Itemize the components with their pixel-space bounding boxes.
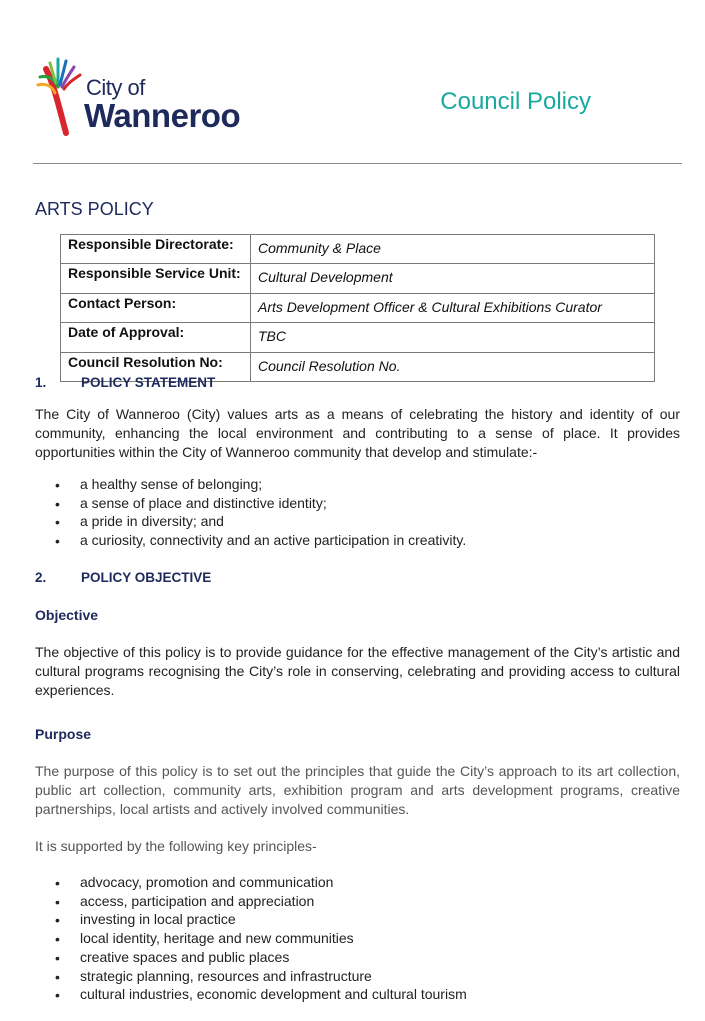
table-row	[61, 235, 655, 264]
supported-by-text: It is supported by the following key principles-	[35, 838, 317, 854]
objective-paragraph: The objective of this policy is to provide guidance for the effective management of the City’s artistic and cultural programs recognising the City’s role in conserving, celebrating and providing access to cultural experiences.	[35, 644, 680, 698]
row-value: Arts Development Officer & Cultural Exhibitions Curator	[251, 293, 655, 322]
list-item: • a curiosity, connectivity and an active participation in creativity.	[55, 531, 466, 550]
list-item: • a pride in diversity; and	[55, 512, 466, 531]
row-label: Date of Approval:	[61, 323, 251, 352]
purpose-paragraph: The purpose of this policy is to set out the principles that guide the City’s approach to its art collection, public art collection, community arts, exhibition program and arts development programs, creative partnerships, local artists and actively involved communities.	[35, 763, 680, 817]
header-divider	[33, 163, 682, 164]
section-number: 2.	[35, 570, 47, 585]
list-item: • creative spaces and public places	[55, 948, 467, 967]
statement-bullet-list	[55, 475, 466, 550]
objective-heading: Objective	[35, 607, 99, 623]
list-item: • a healthy sense of belonging;	[55, 475, 466, 494]
row-value: Council Resolution No.	[251, 352, 655, 381]
row-value: Cultural Development	[251, 264, 655, 293]
section-2-heading	[35, 570, 211, 585]
policy-title: ARTS POLICY	[35, 199, 154, 219]
list-item: • a sense of place and distinctive identity;	[55, 494, 466, 513]
purpose-heading: Purpose	[35, 726, 92, 742]
logo-emblem-icon	[36, 55, 86, 137]
list-item: • strategic planning, resources and infrastructure	[55, 967, 467, 986]
row-value: Community & Place	[251, 235, 655, 264]
list-item: • advocacy, promotion and communication	[55, 873, 467, 892]
table-row	[61, 264, 655, 293]
list-item: • local identity, heritage and new communities	[55, 929, 467, 948]
table-row	[61, 323, 655, 352]
list-item: • cultural industries, economic development and cultural tourism	[55, 985, 467, 1004]
section-1-heading	[35, 375, 215, 390]
list-item: • access, participation and appreciation	[55, 892, 467, 911]
city-of-wanneroo-logo	[36, 55, 266, 137]
document-type-label: Council Policy	[440, 88, 591, 115]
section-number: 1.	[35, 375, 47, 390]
row-label: Responsible Directorate:	[61, 235, 251, 264]
row-label: Council Resolution No:	[61, 352, 251, 381]
section-title: POLICY OBJECTIVE	[81, 570, 212, 585]
policy-statement-paragraph: The City of Wanneroo (City) values arts as a means of celebrating the history and identity of our community, enhancing the local environment and contributing to a sense of place. It provides opportunities within the City of Wanneroo community that develop and stimulate:-	[35, 406, 680, 460]
row-value: TBC	[251, 323, 655, 352]
principles-bullet-list	[55, 873, 467, 1004]
policy-details-table	[60, 234, 655, 382]
table-row	[61, 293, 655, 322]
row-label: Contact Person:	[61, 293, 251, 322]
logo-wanneroo-text: Wanneroo	[84, 97, 241, 134]
row-label: Responsible Service Unit:	[61, 264, 251, 293]
section-title: POLICY STATEMENT	[81, 375, 216, 390]
logo-city-of-text: City of	[86, 75, 145, 100]
list-item: • investing in local practice	[55, 910, 467, 929]
